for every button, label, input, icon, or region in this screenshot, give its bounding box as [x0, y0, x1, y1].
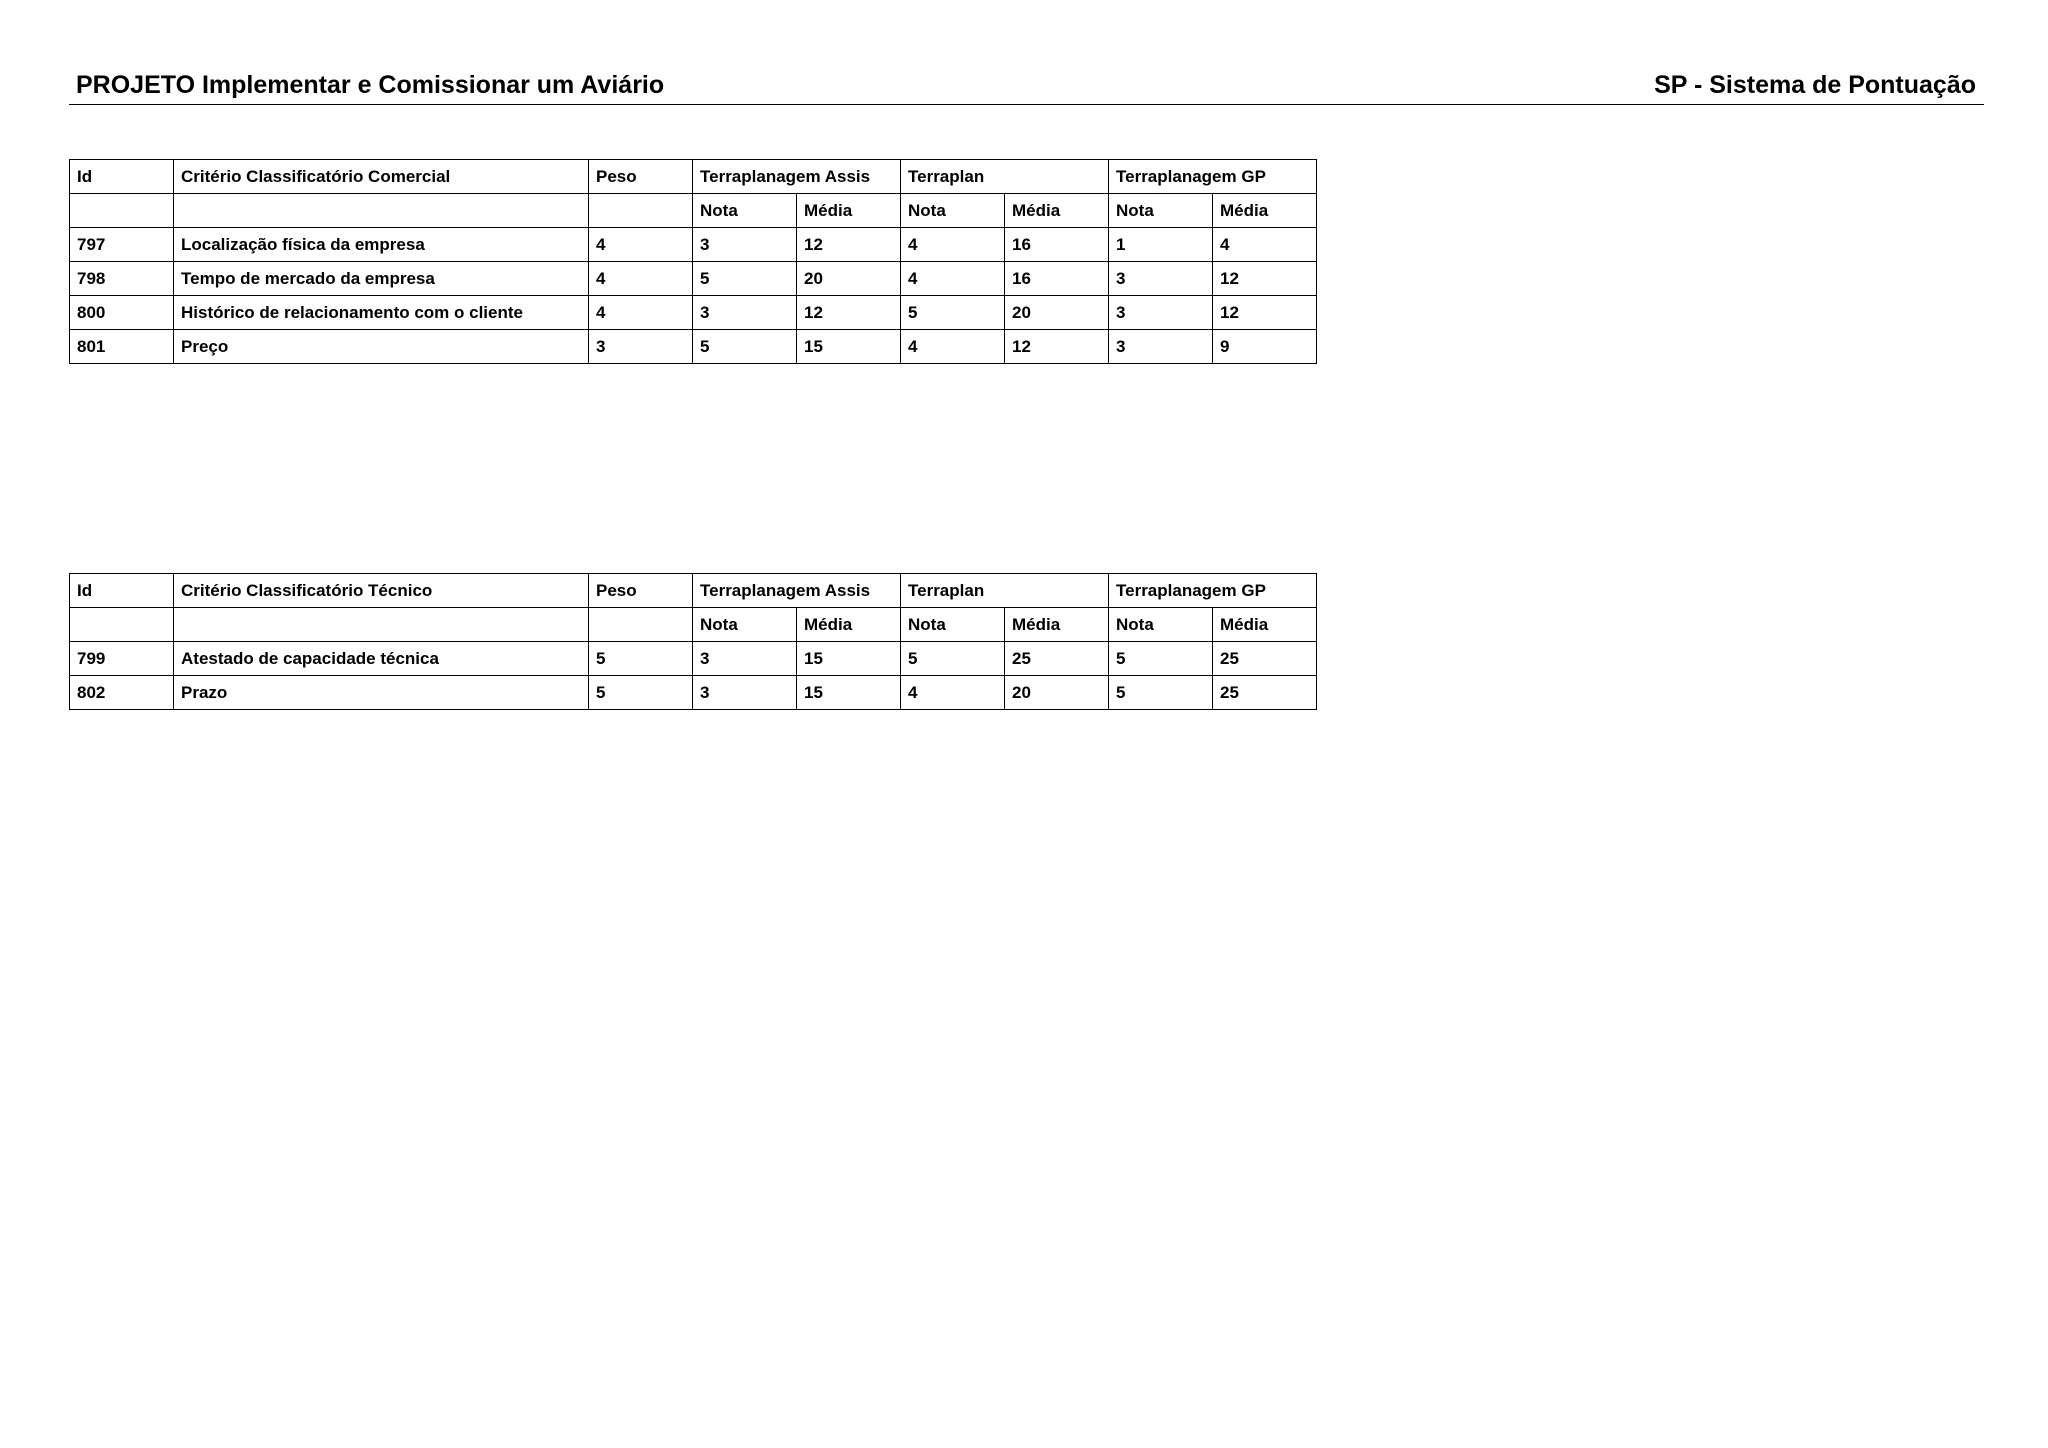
cell-score: 5 [693, 262, 797, 296]
cell-score: 4 [1213, 228, 1317, 262]
empty-cell [589, 608, 693, 642]
table-row [70, 262, 1317, 296]
cell-score: 12 [1213, 296, 1317, 330]
cell-id: 800 [70, 296, 174, 330]
cell-score: 3 [1109, 296, 1213, 330]
cell-score: 15 [797, 642, 901, 676]
cell-criterio: Histórico de relacionamento com o cliente [174, 296, 589, 330]
subheader-media: Média [1005, 194, 1109, 228]
cell-id: 801 [70, 330, 174, 364]
cell-peso: 5 [589, 676, 693, 710]
subheader-nota: Nota [693, 608, 797, 642]
cell-peso: 4 [589, 228, 693, 262]
cell-score: 3 [693, 228, 797, 262]
cell-score: 1 [1109, 228, 1213, 262]
cell-score: 12 [1005, 330, 1109, 364]
cell-score: 5 [901, 296, 1005, 330]
cell-score: 4 [901, 228, 1005, 262]
subheader-nota: Nota [901, 194, 1005, 228]
cell-score: 3 [693, 296, 797, 330]
header-supplier: Terraplanagem Assis [693, 160, 901, 194]
cell-id: 802 [70, 676, 174, 710]
table-subheader-row [70, 608, 1317, 642]
cell-peso: 3 [589, 330, 693, 364]
cell-score: 25 [1005, 642, 1109, 676]
cell-score: 4 [901, 262, 1005, 296]
header-supplier: Terraplanagem GP [1109, 574, 1317, 608]
cell-score: 12 [797, 296, 901, 330]
cell-score: 3 [693, 676, 797, 710]
header-supplier: Terraplan [901, 574, 1109, 608]
header-supplier: Terraplanagem GP [1109, 160, 1317, 194]
header-criterio: Critério Classificatório Comercial [174, 160, 589, 194]
cell-score: 4 [901, 330, 1005, 364]
header-id: Id [70, 574, 174, 608]
system-title: SP - Sistema de Pontuação [1654, 71, 1976, 99]
cell-score: 16 [1005, 228, 1109, 262]
cell-score: 3 [1109, 330, 1213, 364]
cell-id: 797 [70, 228, 174, 262]
cell-score: 12 [1213, 262, 1317, 296]
table-row [70, 642, 1317, 676]
header-peso: Peso [589, 160, 693, 194]
subheader-media: Média [1005, 608, 1109, 642]
cell-criterio: Tempo de mercado da empresa [174, 262, 589, 296]
empty-cell [174, 194, 589, 228]
subheader-media: Média [797, 608, 901, 642]
header-supplier: Terraplanagem Assis [693, 574, 901, 608]
table-header-row [70, 160, 1317, 194]
header-supplier: Terraplan [901, 160, 1109, 194]
cell-score: 12 [797, 228, 901, 262]
cell-score: 25 [1213, 642, 1317, 676]
cell-score: 3 [693, 642, 797, 676]
cell-id: 798 [70, 262, 174, 296]
cell-score: 20 [1005, 676, 1109, 710]
cell-id: 799 [70, 642, 174, 676]
cell-score: 5 [1109, 642, 1213, 676]
cell-score: 15 [797, 676, 901, 710]
subheader-media: Média [1213, 194, 1317, 228]
subheader-nota: Nota [901, 608, 1005, 642]
table-subheader-row [70, 194, 1317, 228]
table-header-row [70, 574, 1317, 608]
cell-criterio: Localização física da empresa [174, 228, 589, 262]
empty-cell [174, 608, 589, 642]
cell-score: 20 [797, 262, 901, 296]
subheader-nota: Nota [1109, 194, 1213, 228]
cell-score: 9 [1213, 330, 1317, 364]
header-peso: Peso [589, 574, 693, 608]
cell-score: 5 [693, 330, 797, 364]
cell-criterio: Atestado de capacidade técnica [174, 642, 589, 676]
empty-cell [589, 194, 693, 228]
cell-score: 5 [901, 642, 1005, 676]
table-row [70, 676, 1317, 710]
cell-score: 3 [1109, 262, 1213, 296]
empty-cell [70, 608, 174, 642]
cell-score: 15 [797, 330, 901, 364]
subheader-nota: Nota [1109, 608, 1213, 642]
empty-cell [70, 194, 174, 228]
table-row [70, 330, 1317, 364]
cell-score: 16 [1005, 262, 1109, 296]
header-id: Id [70, 160, 174, 194]
cell-criterio: Prazo [174, 676, 589, 710]
page-header [69, 66, 1984, 105]
cell-peso: 5 [589, 642, 693, 676]
cell-peso: 4 [589, 262, 693, 296]
commercial-criteria-table [69, 159, 1317, 364]
cell-score: 4 [901, 676, 1005, 710]
cell-criterio: Preço [174, 330, 589, 364]
subheader-media: Média [797, 194, 901, 228]
table-row [70, 296, 1317, 330]
cell-score: 20 [1005, 296, 1109, 330]
cell-peso: 4 [589, 296, 693, 330]
project-title: PROJETO Implementar e Comissionar um Aviário [76, 71, 665, 99]
header-criterio: Critério Classificatório Técnico [174, 574, 589, 608]
cell-score: 25 [1213, 676, 1317, 710]
subheader-nota: Nota [693, 194, 797, 228]
subheader-media: Média [1213, 608, 1317, 642]
cell-score: 5 [1109, 676, 1213, 710]
technical-criteria-table [69, 573, 1317, 710]
table-row [70, 228, 1317, 262]
